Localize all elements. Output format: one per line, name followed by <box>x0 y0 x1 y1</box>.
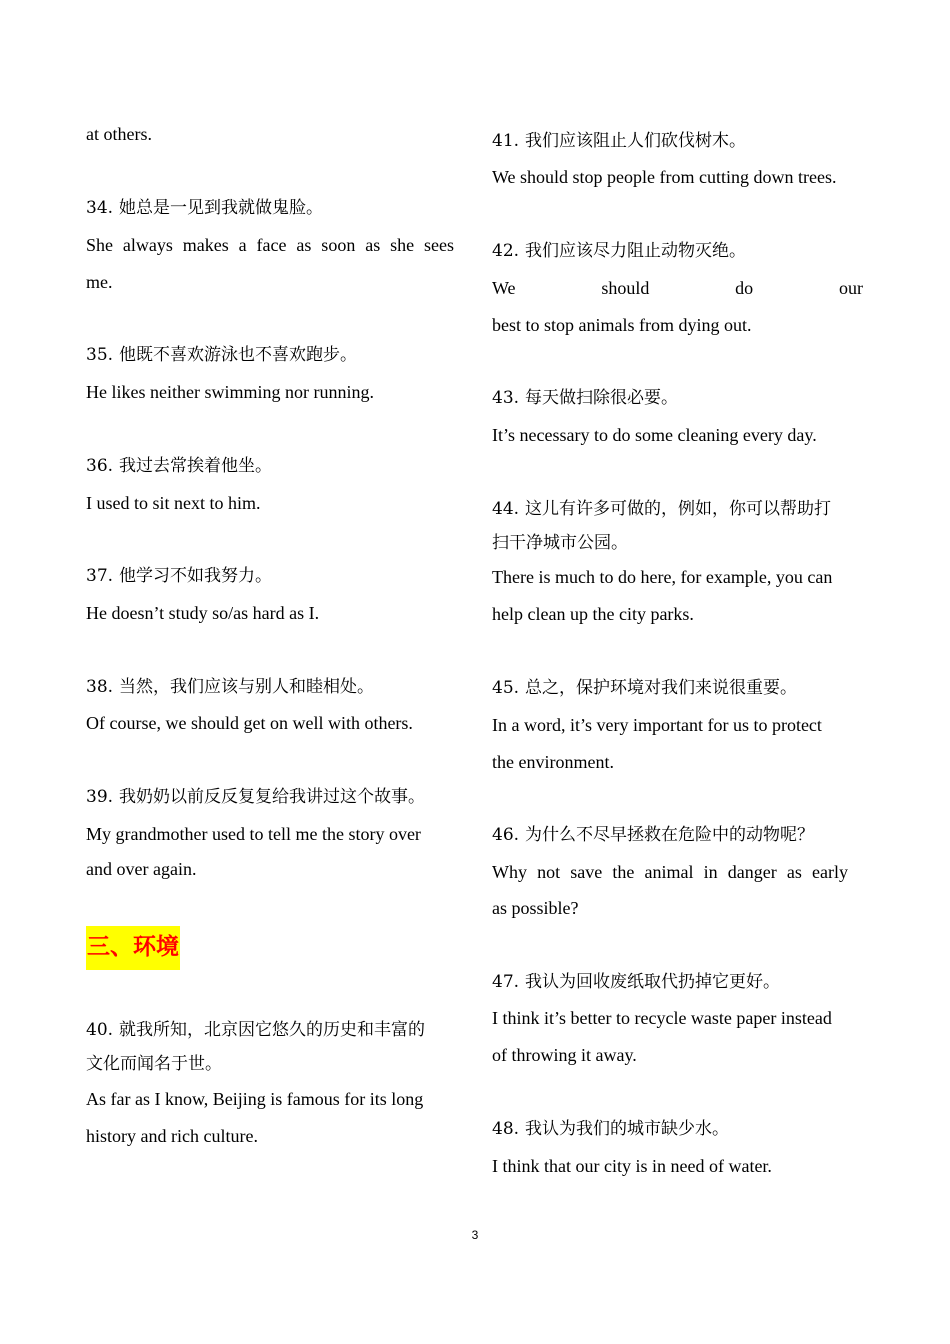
item-47-english-line2: of throwing it away. <box>492 1045 637 1065</box>
item-number: 38. <box>86 677 114 697</box>
item-41-chinese <box>492 129 863 153</box>
item-35-english: He likes neither swimming nor running. <box>86 382 374 402</box>
item-38-english: Of course, we should get on well with others. <box>86 713 413 733</box>
item-number: 43. <box>492 388 520 408</box>
chinese-sentence: 我认为回收废纸取代扔掉它更好。 <box>525 972 781 992</box>
item-number: 47. <box>492 972 520 992</box>
item-44-english-line2: help clean up the city parks. <box>492 604 694 624</box>
item-43-english: It’s necessary to do some cleaning every day. <box>492 425 817 445</box>
item-number: 40. <box>86 1020 114 1040</box>
item-47-english-line1: I think it’s better to recycle waste paper instead <box>492 1008 832 1028</box>
item-number: 42. <box>492 241 520 261</box>
item-39-english-line2: and over again. <box>86 859 197 879</box>
item-number: 36. <box>86 456 114 476</box>
item-34-english-line1: She always makes a face as soon as she sees <box>86 235 454 255</box>
item-number: 35. <box>86 345 114 365</box>
chinese-sentence: 就我所知，北京因它悠久的历史和丰富的 <box>119 1020 426 1040</box>
chinese-sentence: 他学习不如我努力。 <box>119 566 273 586</box>
item-40-english-line1: As far as I know, Beijing is famous for its long <box>86 1089 424 1109</box>
item-36-chinese <box>86 454 454 478</box>
item-48-english: I think that our city is in need of water. <box>492 1156 772 1176</box>
item-45-english-line1: In a word, it’s very important for us to protect <box>492 715 822 735</box>
item-number: 41. <box>492 131 520 151</box>
item-number: 48. <box>492 1119 520 1139</box>
item-40-chinese-line1 <box>86 1018 454 1042</box>
item-41-english: We should stop people from cutting down trees. <box>492 167 837 187</box>
item-34-english-line2: me. <box>86 272 113 292</box>
item-number: 45. <box>492 678 520 698</box>
item-36-english: I used to sit next to him. <box>86 493 261 513</box>
continuation-text: at others. <box>86 124 152 144</box>
chinese-sentence: 她总是一见到我就做鬼脸。 <box>119 198 324 218</box>
chinese-sentence: 我们应该尽力阻止动物灭绝。 <box>525 241 747 261</box>
item-39-chinese <box>86 785 454 809</box>
page-number: 3 <box>471 1228 479 1242</box>
chinese-sentence: 每天做扫除很必要。 <box>525 388 679 408</box>
chinese-sentence: 总之，保护环境对我们来说很重要。 <box>525 678 798 698</box>
chinese-sentence: 我们应该阻止人们砍伐树木。 <box>525 131 747 151</box>
item-46-english-line2: as possible? <box>492 898 579 918</box>
item-42-english-line2: best to stop animals from dying out. <box>492 315 752 335</box>
item-43-chinese <box>492 386 863 410</box>
item-48-chinese <box>492 1117 863 1141</box>
item-42-chinese <box>492 239 863 263</box>
chinese-sentence: 这儿有许多可做的，例如，你可以帮助打 <box>525 499 832 519</box>
item-40-chinese-line2: 文化而闻名于世。 <box>86 1054 222 1074</box>
item-38-chinese <box>86 675 454 699</box>
section-heading: 三、环境 <box>86 926 180 970</box>
item-37-chinese <box>86 564 454 588</box>
item-40-english-line2: history and rich culture. <box>86 1126 258 1146</box>
item-number: 37. <box>86 566 114 586</box>
item-44-chinese-line1 <box>492 497 863 521</box>
item-number: 44. <box>492 499 520 519</box>
item-35-chinese <box>86 343 454 367</box>
item-39-english-line1: My grandmother used to tell me the story over <box>86 824 421 844</box>
item-46-chinese <box>492 823 863 847</box>
item-number: 34. <box>86 198 114 218</box>
item-45-chinese <box>492 676 863 700</box>
item-number: 46. <box>492 825 520 845</box>
item-42-english-line1: We should do our <box>492 278 863 298</box>
item-34-chinese <box>86 196 454 220</box>
item-37-english: He doesn’t study so/as hard as I. <box>86 603 320 623</box>
chinese-sentence: 我认为我们的城市缺少水。 <box>525 1119 730 1139</box>
item-47-chinese <box>492 970 863 994</box>
item-46-english-line1: Why not save the animal in danger as early <box>492 862 848 882</box>
chinese-sentence: 当然，我们应该与别人和睦相处。 <box>119 677 375 697</box>
item-number: 39. <box>86 787 114 807</box>
chinese-sentence: 为什么不尽早拯救在危险中的动物呢？ <box>525 825 815 845</box>
chinese-sentence: 他既不喜欢游泳也不喜欢跑步。 <box>119 345 358 365</box>
item-44-english-line1: There is much to do here, for example, you can <box>492 567 833 587</box>
item-45-english-line2: the environment. <box>492 752 614 772</box>
item-44-chinese-line2: 扫干净城市公园。 <box>492 533 628 553</box>
chinese-sentence: 我奶奶以前反反复复给我讲过这个故事。 <box>119 787 426 807</box>
chinese-sentence: 我过去常挨着他坐。 <box>119 456 273 476</box>
